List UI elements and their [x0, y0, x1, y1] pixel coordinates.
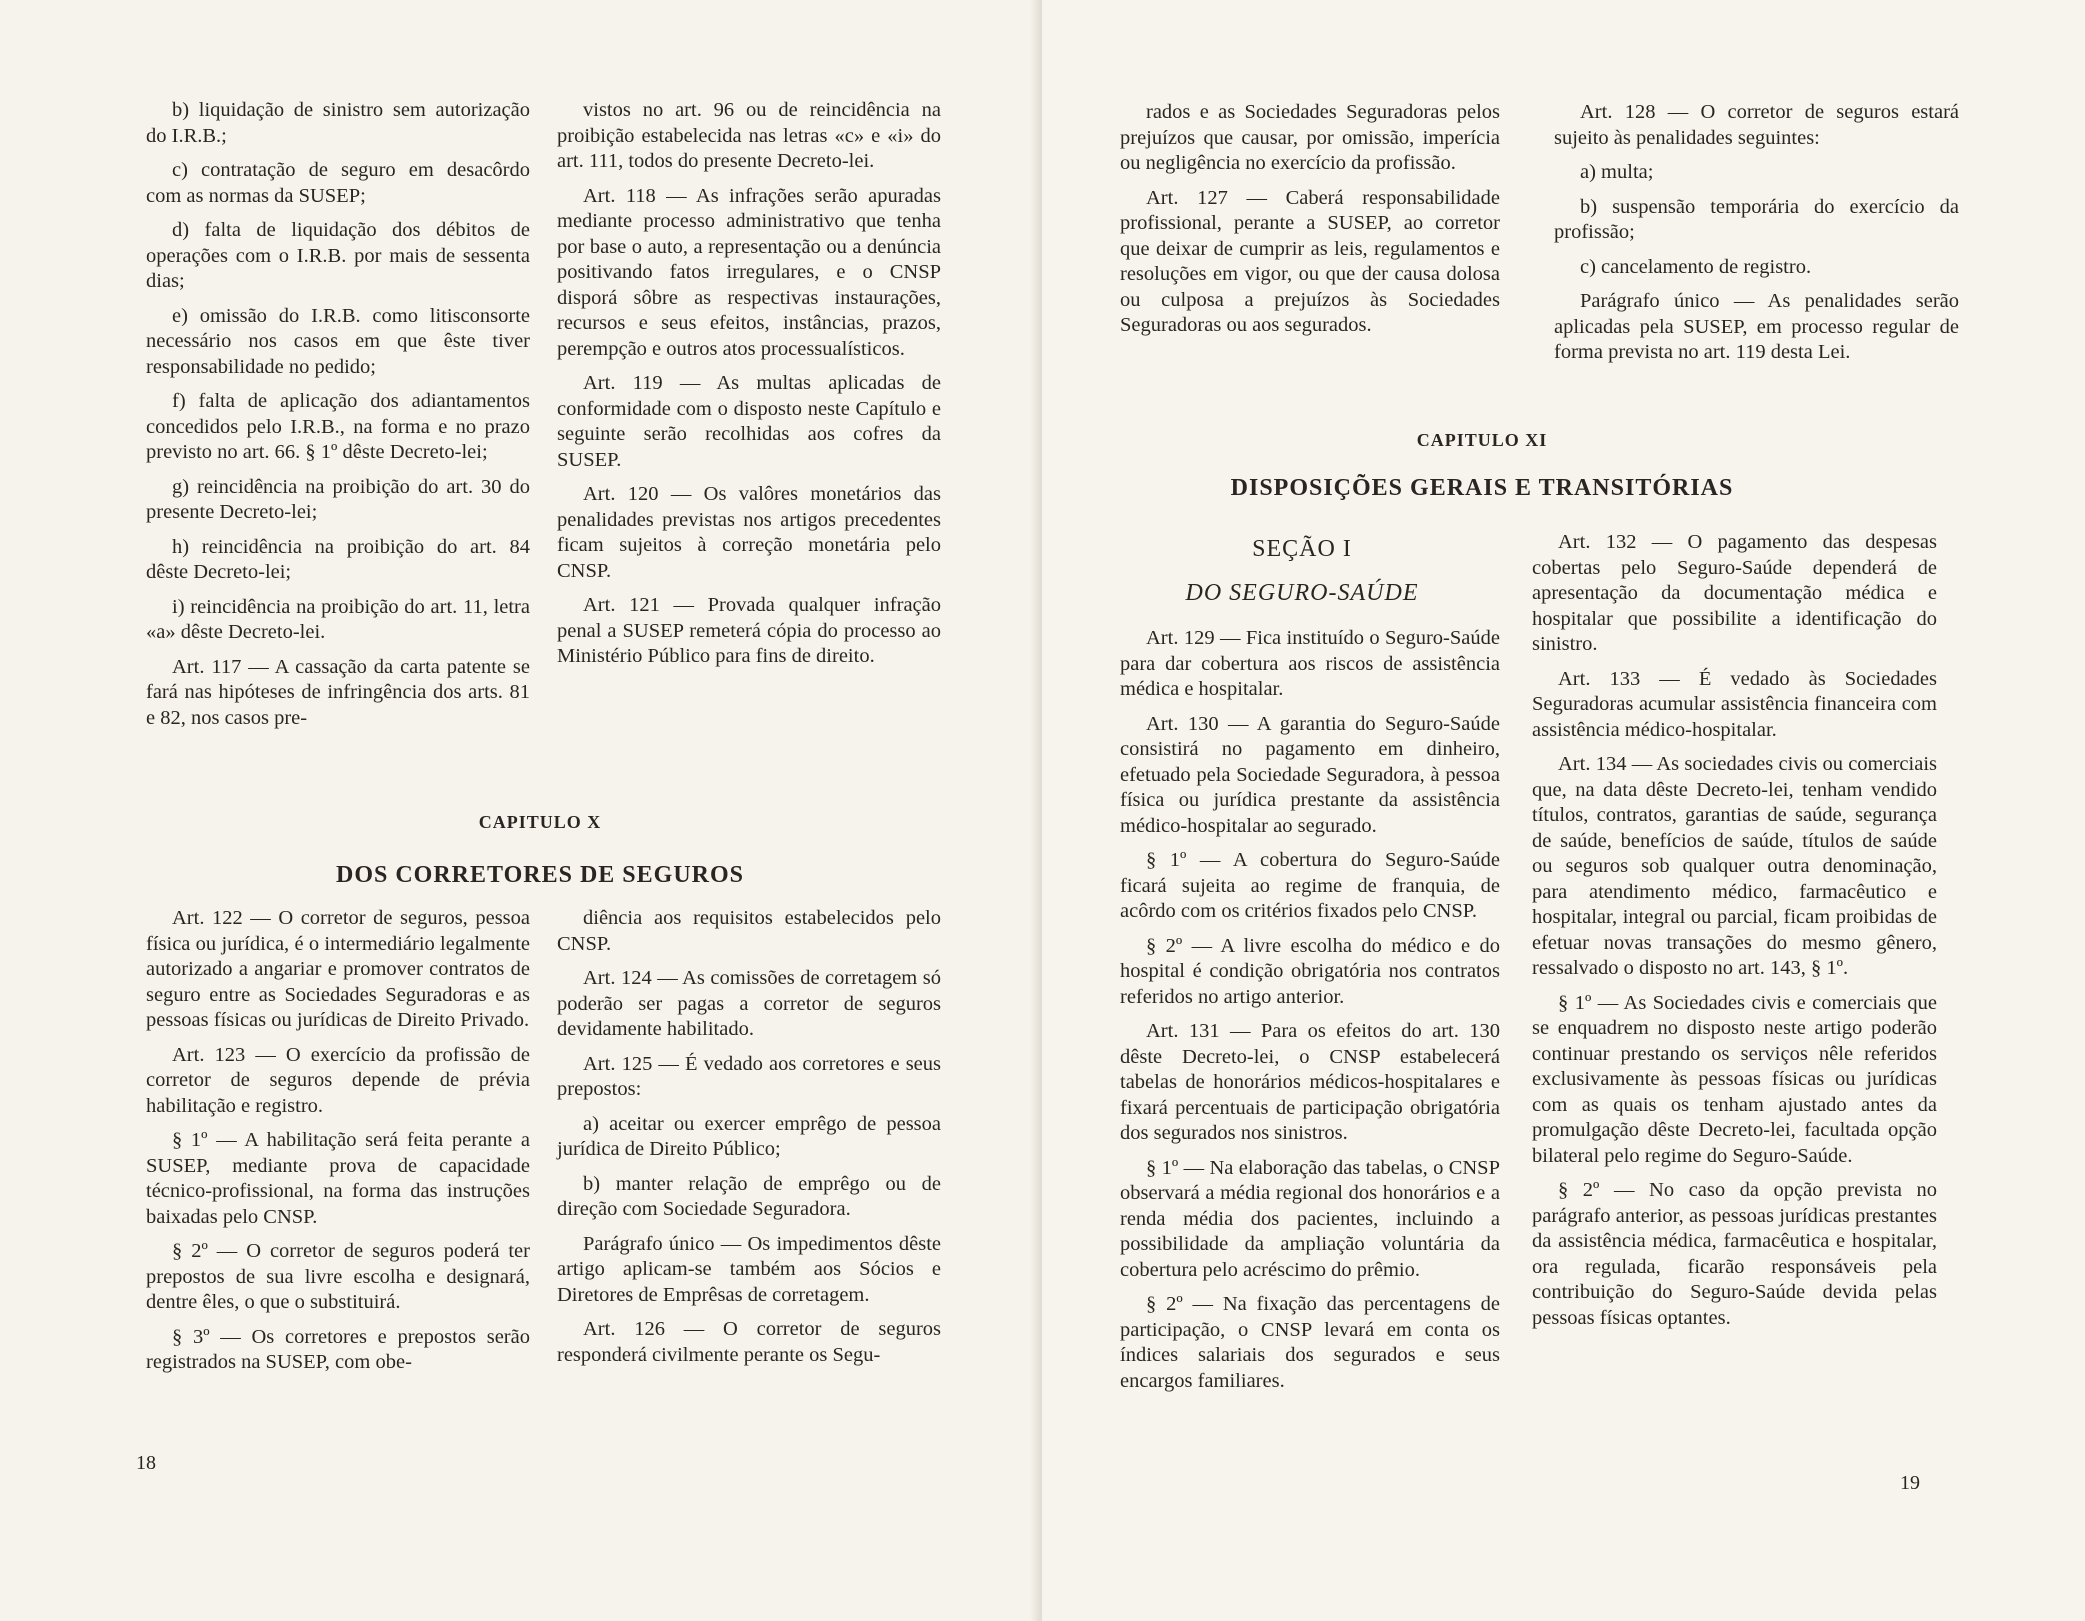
paragraph: b) liquidação de sinistro sem autorização do I.R.B.; [146, 99, 530, 147]
paragraph: § 1º — As Sociedades civis e comerciais que se enquadrem no disposto neste artigo poderão continuar prestando os serviços nêle referidos exclusivamente às pessoas físicas ou jurídicas com as quais os tenham ajustado antes da promulgação dêste Decreto-lei, facultada opção bilateral pelo regime do Seguro-Saúde. [1532, 991, 1937, 1167]
chapter-title: DISPOSIÇÕES GERAIS E TRANSITÓRIAS [1230, 475, 1734, 501]
paragraph: a) aceitar ou exercer emprêgo de pessoa jurídica de Direito Público; [557, 1112, 941, 1160]
paragraph: diência aos requisitos estabelecidos pelo CNSP. [557, 907, 941, 955]
paragraph: Art. 125 — É vedado aos corretores e seus prepostos: [557, 1052, 941, 1100]
left-column-1-top [146, 98, 530, 740]
paragraph: Parágrafo único — As penalidades serão aplicadas pela SUSEP, em processo regular de forma prevista no art. 119 desta Lei. [1554, 290, 1959, 363]
paragraph: vistos no art. 96 ou de reincidência na proibição estabelecida nas letras «c» e «i» do art. 111, todos do presente Decreto-lei. [557, 99, 941, 172]
chapter-title: DOS CORRETORES DE SEGUROS [336, 862, 744, 888]
paragraph: Art. 119 — As multas aplicadas de conformidade com o disposto neste Capítulo e seguinte serão recolhidas aos cofres da SUSEP. [557, 372, 941, 471]
section-title: SEÇÃO I [1252, 536, 1352, 562]
paragraph: rados e as Sociedades Seguradoras pelos prejuízos que causar, por omissão, imperícia ou negligência no exercício da profissão. [1120, 101, 1500, 174]
chapter-number: CAPITULO XI [1416, 430, 1548, 450]
paragraph: e) omissão do I.R.B. como litisconsorte necessário nos casos em que êste tiver responsabilidade no pedido; [146, 304, 530, 378]
paragraph: Art. 134 — As sociedades civis ou comerciais que, na data dêste Decreto-lei, tenham vendido títulos, contratos, garantias de saúde, segurança de saúde, benefícios de saúde, títulos de saúde ou seguros sob qualquer outra denominação, para atendimento médico, farmacêutico e hospitalar, integral ou parcial, ficam proibidas de efetuar novas transações do mesmo gênero, ressalvado o disposto no art. 143, § 1º. [1532, 753, 1937, 979]
paragraph: Art. 117 — A cassação da carta patente se fará nas hipóteses de infringência dos arts. 81 e 82, nos casos pre- [146, 655, 530, 729]
chapter-number: CAPITULO X [478, 812, 602, 832]
paragraph: § 1º — A habilitação será feita perante a SUSEP, mediante prova de capacidade técnico-profissional, na forma das instruções baixadas pelo CNSP. [146, 1129, 530, 1228]
right-column-1-top [1120, 100, 1500, 348]
paragraph: Art. 128 — O corretor de seguros estará sujeito às penalidades seguintes: [1554, 101, 1959, 149]
paragraph: d) falta de liquidação dos débitos de operações com o I.R.B. por mais de sessenta dias; [146, 219, 530, 292]
paragraph: Art. 120 — Os valôres monetários das penalidades previstas nos artigos precedentes ficam sujeitos à correção monetária pelo CNSP. [557, 483, 941, 582]
paragraph: § 1º — A cobertura do Seguro-Saúde ficará sujeita ao regime de franquia, de acôrdo com os critérios fixados pelo CNSP. [1120, 849, 1500, 922]
paragraph: Art. 123 — O exercício da profissão de corretor de seguros depende de prévia habilitação e registro. [146, 1043, 530, 1117]
paragraph: a) multa; [1580, 161, 1654, 183]
paragraph: c) contratação de seguro em desacôrdo com as normas da SUSEP; [146, 159, 530, 207]
paragraph: Art. 133 — É vedado às Sociedades Seguradoras acumular assistência financeira com assistência médico-hospitalar. [1532, 667, 1937, 741]
paragraph: c) cancelamento de registro. [1580, 255, 1812, 278]
right-page [1042, 0, 2085, 1621]
left-page [0, 0, 1042, 1621]
left-column-1-bottom [146, 906, 530, 1385]
paragraph: Art. 118 — As infrações serão apuradas mediante processo administrativo que tenha por base o auto, a representação ou a denúncia positivando fatos irregulares, e o CNSP disporá sôbre as respectivas instaurações, recursos e seus efeitos, instâncias, prazos, perempção e outros atos processualísticos. [557, 184, 941, 360]
paragraph: Art. 127 — Caberá responsabilidade profissional, perante a SUSEP, ao corretor que deixar de cumprir as leis, regulamentos e resoluções em vigor, ou que der causa dolosa ou culposa a prejuízos às Sociedades Seguradoras ou aos segurados. [1120, 186, 1500, 336]
paragraph: Parágrafo único — Os impedimentos dêste artigo aplicam-se também aos Sócios e Diretores de Emprêsas de corretagem. [557, 1232, 941, 1306]
paragraph: § 2º — Na fixação das percentagens de participação, o CNSP levará em conta os índices salariais dos segurados e seus encargos familiares. [1120, 1293, 1500, 1392]
left-column-2-top [557, 98, 941, 679]
paragraph: Art. 131 — Para os efeitos do art. 130 dêste Decreto-lei, o CNSP estabelecerá tabelas de honorários médicos-hospitalares e fixará percentuais de participação obrigatória dos segurados nos sinistros. [1120, 1020, 1500, 1144]
paragraph: Art. 122 — O corretor de seguros, pessoa física ou jurídica, é o intermediário legalmente autorizado a angariar e promover contratos de seguro entre as Sociedades Seguradoras e as pessoas físicas ou jurídicas de Direito Privado. [146, 907, 530, 1031]
right-column-2-top [1554, 100, 1959, 375]
paragraph: i) reincidência na proibição do art. 11, letra «a» dêste Decreto-lei. [146, 595, 530, 643]
paragraph: § 3º — Os corretores e prepostos serão registrados na SUSEP, com obe- [146, 1325, 530, 1373]
paragraph: § 2º — No caso da opção prevista no parágrafo anterior, as pessoas jurídicas prestantes da assistência médica, farmacêutica e hospitalar, ora regulada, ficarão responsáveis pela contribuição do Seguro-Saúde devida pelas pessoas físicas optantes. [1532, 1179, 1937, 1329]
paragraph: b) suspensão temporária do exercício da profissão; [1554, 195, 1959, 243]
paragraph: Art. 121 — Provada qualquer infração penal a SUSEP remeterá cópia do processo ao Ministério Público para fins de direito. [557, 594, 941, 667]
paragraph: h) reincidência na proibição do art. 84 dêste Decreto-lei; [146, 535, 530, 583]
left-column-2-bottom [557, 906, 941, 1377]
page-number: 18 [136, 1452, 156, 1474]
paragraph: § 1º — Na elaboração das tabelas, o CNSP observará a média regional dos honorários e a renda média dos pacientes, incluindo a possibilidade da ampliação voluntária da cobertura pelo acréscimo do prêmio. [1120, 1156, 1500, 1281]
paragraph: g) reincidência na proibição do art. 30 do presente Decreto-lei; [146, 475, 530, 523]
section-subtitle: DO SEGURO-SAÚDE [1185, 580, 1419, 606]
paragraph: Art. 124 — As comissões de corretagem só poderão ser pagas a corretor de seguros devidamente habilitado. [557, 967, 941, 1040]
paragraph: b) manter relação de emprêgo ou de direção com Sociedade Seguradora. [557, 1172, 941, 1220]
right-column-2-bottom [1532, 530, 1937, 1340]
right-column-1-bottom [1120, 626, 1500, 1403]
paragraph: Art. 126 — O corretor de seguros responderá civilmente perante os Segu- [557, 1318, 941, 1366]
paragraph: Art. 132 — O pagamento das despesas cobertas pelo Seguro-Saúde dependerá de apresentação da documentação médica e hospitalar que possibilite a identificação do sinistro. [1532, 531, 1937, 655]
paragraph: § 2º — A livre escolha do médico e do hospital é condição obrigatória nos contratos referidos no artigo anterior. [1120, 934, 1500, 1008]
page-number: 19 [1900, 1472, 1920, 1494]
paragraph: § 2º — O corretor de seguros poderá ter prepostos de sua livre escolha e designará, dentre êles, o que o substituirá. [146, 1240, 530, 1313]
paragraph: Art. 130 — A garantia do Seguro-Saúde consistirá no pagamento em dinheiro, efetuado pela Sociedade Seguradora, à pessoa física ou jurídica prestante da assistência médico-hospitalar ao segurado. [1120, 712, 1500, 837]
paragraph: f) falta de aplicação dos adiantamentos concedidos pelo I.R.B., na forma e no prazo previsto no art. 66. § 1º dêste Decreto-lei; [146, 390, 530, 463]
paragraph: Art. 129 — Fica instituído o Seguro-Saúde para dar cobertura aos riscos de assistência médica e hospitalar. [1120, 627, 1500, 700]
